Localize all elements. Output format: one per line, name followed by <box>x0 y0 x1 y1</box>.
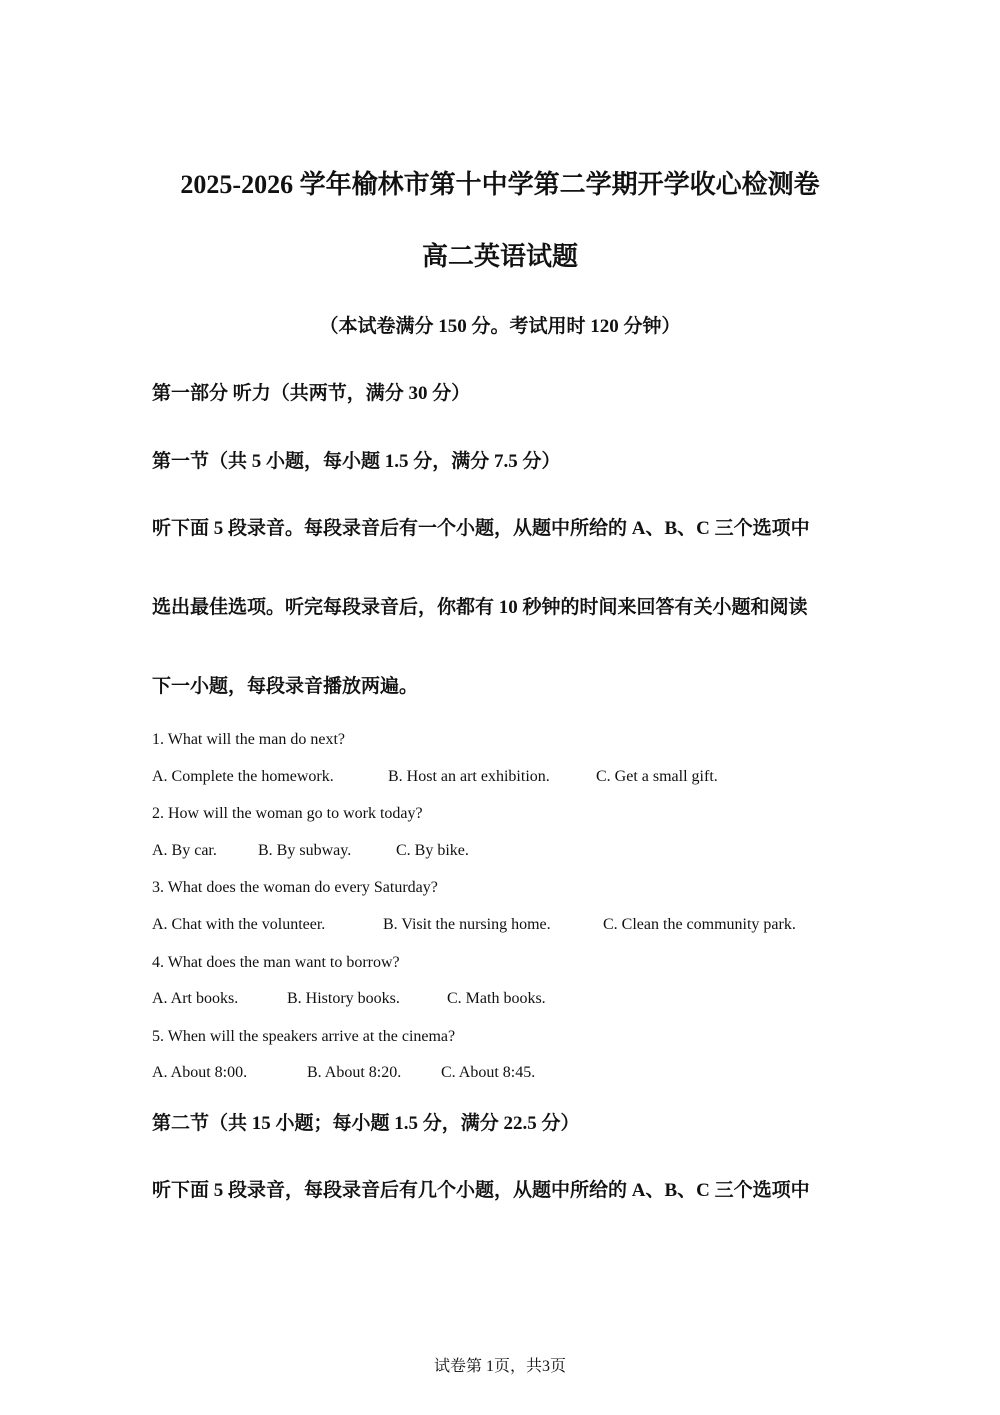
page-number: 试卷第 1页，共3页 <box>433 1358 566 1375</box>
option-b: B. By subway. <box>258 842 352 859</box>
question-1-options <box>152 766 718 788</box>
section2-heading: 第二节（共 15 小题；每小题 1.5 分，满分 22.5 分） <box>152 1113 580 1134</box>
section1-instruction-line: 选出最佳选项。听完每段录音后，你都有 10 秒钟的时间来回答有关小题和阅读 <box>152 597 808 618</box>
option-c: C. Clean the community park. <box>603 916 796 933</box>
exam-subject: 高二英语试题 <box>421 242 578 271</box>
exam-note: （本试卷满分 150 分。考试用时 120 分钟） <box>319 316 681 337</box>
question-4: 4. What does the man want to borrow? <box>152 954 400 971</box>
exam-title: 2025-2026 学年榆林市第十中学第二学期开学收心检测卷 <box>180 170 820 199</box>
question-3: 3. What does the woman do every Saturday? <box>152 879 438 896</box>
section1-heading: 第一节（共 5 小题，每小题 1.5 分，满分 7.5 分） <box>152 451 561 472</box>
part1-heading: 第一部分 听力（共两节，满分 30 分） <box>152 383 471 404</box>
option-c: C. About 8:45. <box>441 1064 536 1081</box>
option-a: A. Complete the homework. <box>152 768 334 785</box>
question-5-options <box>152 1062 535 1084</box>
option-c: C. Math books. <box>447 990 546 1007</box>
section1-instruction-line: 下一小题，每段录音播放两遍。 <box>152 676 419 697</box>
question-2-options <box>152 840 469 862</box>
question-1: 1. What will the man do next? <box>152 731 345 748</box>
option-c: C. By bike. <box>396 842 469 859</box>
question-5: 5. When will the speakers arrive at the cinema? <box>152 1028 456 1045</box>
section1-instruction-line: 听下面 5 段录音。每段录音后有一个小题，从题中所给的 A、B、C 三个选项中 <box>152 518 810 539</box>
question-4-options <box>152 988 546 1010</box>
option-c: C. Get a small gift. <box>596 768 718 785</box>
option-a: A. By car. <box>152 842 217 859</box>
option-b: B. Host an art exhibition. <box>388 768 550 785</box>
option-b: B. History books. <box>287 990 400 1007</box>
option-b: B. About 8:20. <box>307 1064 402 1081</box>
option-a: A. Art books. <box>152 990 239 1007</box>
section2-instruction-line: 听下面 5 段录音，每段录音后有几个小题，从题中所给的 A、B、C 三个选项中 <box>152 1180 810 1201</box>
option-a: A. About 8:00. <box>152 1064 248 1081</box>
question-3-options <box>152 914 796 936</box>
question-2: 2. How will the woman go to work today? <box>152 805 423 822</box>
option-b: B. Visit the nursing home. <box>383 916 551 933</box>
option-a: A. Chat with the volunteer. <box>152 916 326 933</box>
